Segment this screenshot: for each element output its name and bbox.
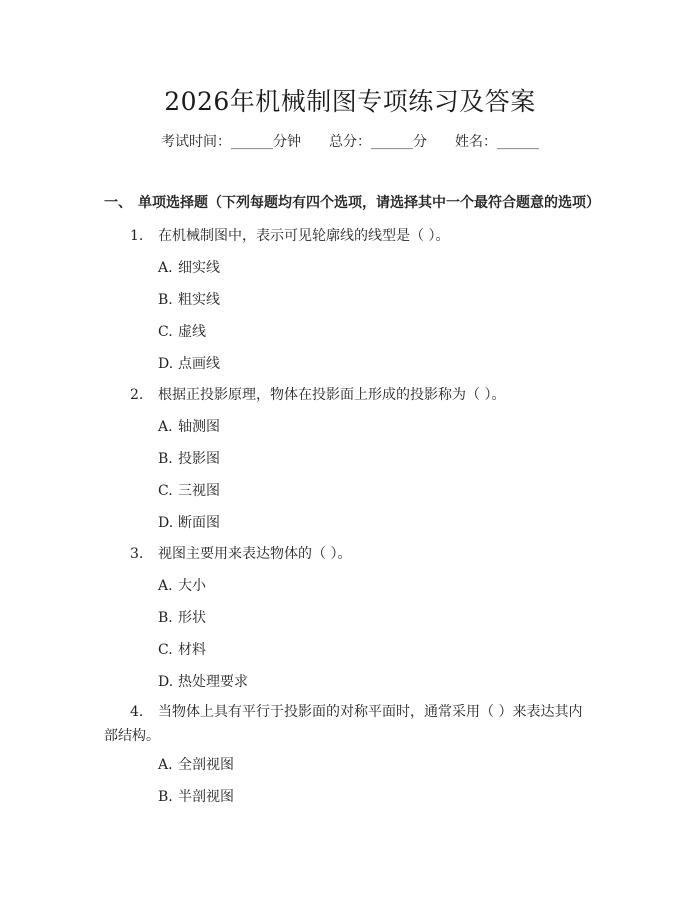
section-number: 一、 [104,195,132,211]
option-letter: B. [158,789,173,805]
page-title: 2026年机械制图专项练习及答案 [164,87,536,116]
question-text: 在机械制图中，表示可见轮廓线的线型是（ ）。 [158,228,450,244]
option-3d [158,671,248,691]
option-text: 三视图 [178,483,220,499]
option-text: 热处理要求 [178,674,248,690]
option-letter: D. [158,515,174,531]
option-1d [158,353,220,373]
question-4 [104,700,594,748]
exam-time-label: 考试时间：______分钟 [161,134,301,150]
section-title: 单项选择题（下列每题均有四个选项，请选择其中一个最符合题意的选项） [138,195,600,211]
option-letter: D. [158,674,174,690]
option-4a [158,754,234,774]
option-letter: A. [158,578,173,594]
option-text: 投影图 [178,451,220,467]
option-1a [158,257,220,277]
option-letter: B. [158,610,173,626]
question-3 [130,543,351,563]
question-2 [130,384,505,404]
option-text: 点画线 [178,356,220,372]
question-text: 视图主要用来表达物体的（ ）。 [158,546,352,562]
option-letter: C. [158,324,173,340]
total-score-label: 总分：______分 [329,134,427,150]
option-text: 轴测图 [178,419,220,435]
question-text: 根据正投影原理，物体在投影面上形成的投影称为（ ）。 [158,387,506,403]
option-1b [158,289,220,309]
student-name-label: 姓名：______ [455,134,539,150]
option-text: 虚线 [178,324,206,340]
question-1 [130,225,449,245]
question-text: 当物体上具有平行于投影面的对称平面时，通常采用（ ）来表达其内部结构。 [104,704,583,744]
option-2c [158,480,220,500]
option-letter: D. [158,356,174,372]
question-number: 3. [130,546,144,562]
option-text: 粗实线 [178,292,220,308]
option-text: 材料 [178,642,206,658]
option-text: 形状 [178,610,206,626]
option-3b [158,607,206,627]
option-letter: A. [158,260,173,276]
question-number: 4. [130,704,144,720]
option-letter: A. [158,757,173,773]
option-2a [158,416,220,436]
option-text: 半剖视图 [178,789,234,805]
option-1c [158,321,206,341]
option-2d [158,512,220,532]
option-text: 断面图 [178,515,220,531]
section-heading [104,192,600,212]
option-4b [158,786,234,806]
option-letter: B. [158,451,173,467]
question-number: 1. [130,228,144,244]
option-letter: B. [158,292,173,308]
option-2b [158,448,220,468]
option-letter: C. [158,642,173,658]
option-3c [158,639,206,659]
question-number: 2. [130,387,144,403]
option-text: 全剖视图 [178,757,234,773]
option-text: 大小 [178,578,206,594]
option-letter: C. [158,483,173,499]
option-letter: A. [158,419,173,435]
option-text: 细实线 [178,260,220,276]
exam-meta [0,131,700,151]
option-3a [158,575,206,595]
